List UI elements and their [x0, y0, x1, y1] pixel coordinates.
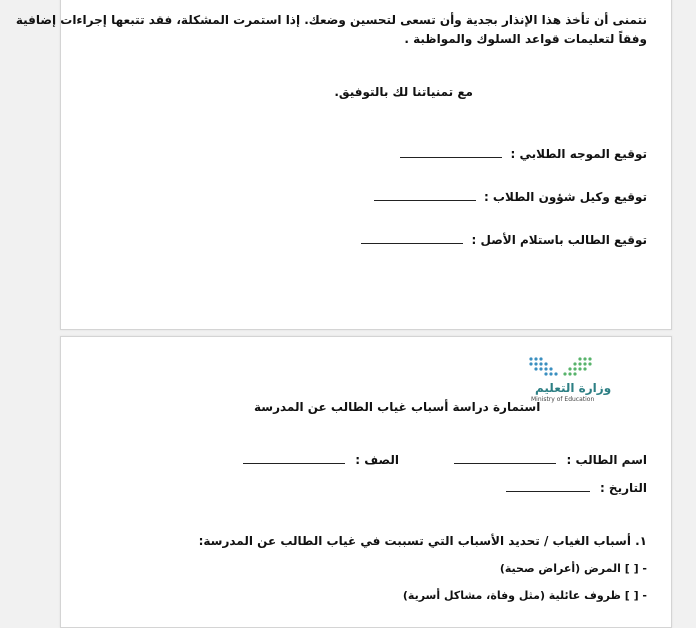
- signature-student-line[interactable]: [361, 233, 463, 244]
- student-name-field: [454, 453, 647, 467]
- date-line[interactable]: [506, 481, 590, 492]
- signature-vice-principal-line[interactable]: [374, 190, 476, 201]
- signature-vice-principal-label: توقيع وكيل شؤون الطلاب :: [483, 190, 647, 204]
- letter-page: [15, 0, 672, 330]
- absence-form-page: [60, 336, 672, 628]
- student-name-line[interactable]: [454, 453, 556, 464]
- warning-paragraph-line1: نتمنى أن تأخذ هذا الإنذار بجدية وأن تسعى لتحسين وضعك. إذا استمرت المشكلة، فقد تتبعها إجراءات إضافية: [15, 13, 647, 27]
- date-label: التاريخ :: [599, 481, 647, 495]
- signature-vice-principal: [374, 190, 647, 204]
- reason-family-checkbox[interactable]: - [ ] ظروف عائلية (مثل وفاة، مشاكل أسرية): [402, 589, 647, 602]
- closing-wishes: مع تمنياتنا لك بالتوفيق.: [334, 85, 473, 99]
- signature-counselor-label: توقيع الموجه الطلابي :: [510, 147, 647, 161]
- signature-counselor: [400, 147, 647, 161]
- student-name-label: اسم الطالب :: [566, 453, 647, 467]
- grade-field: [243, 453, 399, 467]
- reason-illness-checkbox[interactable]: - [ ] المرض (أعراض صحية): [499, 562, 647, 575]
- date-field: [506, 481, 647, 495]
- warning-paragraph-line2: وفقاً لتعليمات قواعد السلوك والمواظبة .: [404, 32, 647, 46]
- logo-english-text: Ministry of Education: [531, 396, 595, 403]
- grade-line[interactable]: [243, 453, 345, 464]
- logo-arabic-text: وزارة التعليم: [535, 381, 612, 395]
- signature-counselor-line[interactable]: [400, 147, 502, 158]
- signature-student-label: توقيع الطالب باستلام الأصل :: [471, 233, 647, 247]
- form-title: استمارة دراسة أسباب غياب الطالب عن المدرسة: [254, 400, 541, 414]
- signature-student: [361, 233, 647, 247]
- section-absence-reasons-heading: ١. أسباب الغياب / تحديد الأسباب التي تسببت في غياب الطالب عن المدرسة:: [198, 534, 647, 548]
- grade-label: الصف :: [355, 453, 399, 467]
